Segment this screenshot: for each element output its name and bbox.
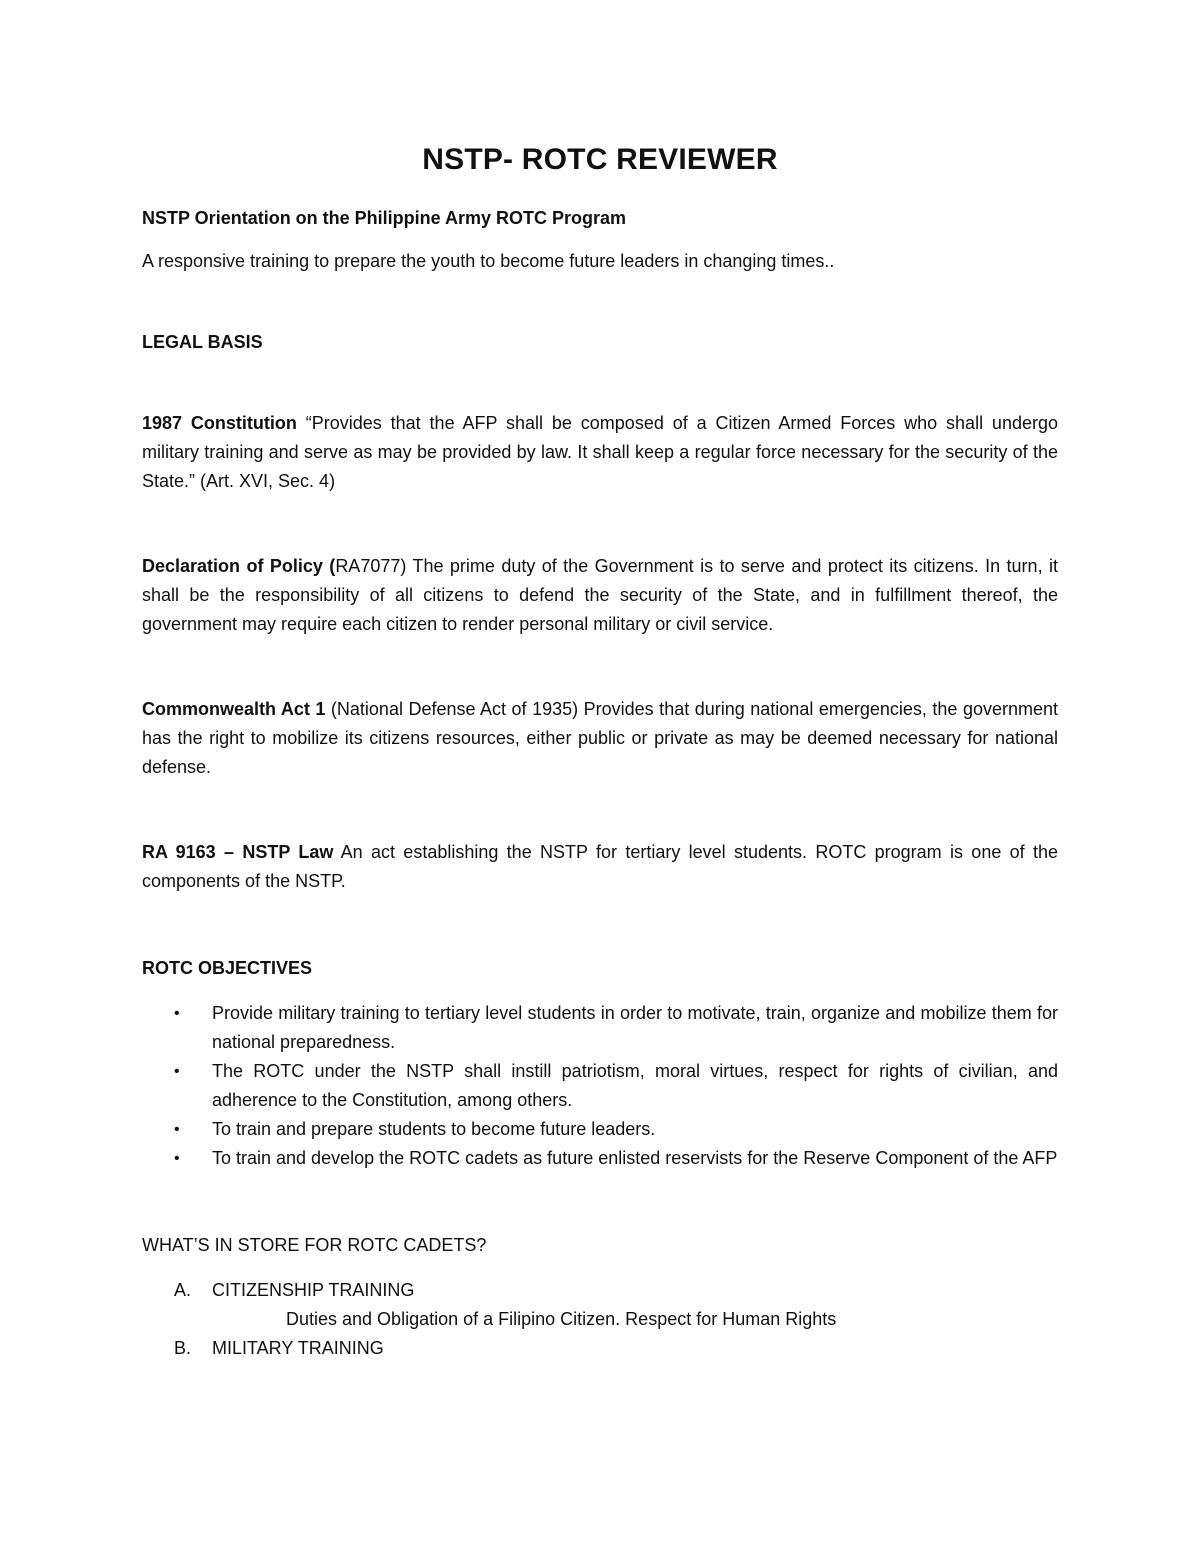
store-item-label: CITIZENSHIP TRAINING [212,1280,415,1300]
rotc-objectives-list [142,999,1058,1173]
objective-text: The ROTC under the NSTP shall instill patriotism, moral virtues, respect for rights of civilian, and adherence to the Constitution, among others. [212,1061,1058,1110]
objective-text: Provide military training to tertiary level students in order to motivate, train, organize and mobilize them for national preparedness. [212,1003,1058,1052]
store-item-detail: Duties and Obligation of a Filipino Citizen. Respect for Human Rights [286,1309,837,1329]
list-item [142,1115,1058,1144]
legal-term: Declaration of Policy [142,556,323,576]
legal-term: 1987 Constitution [142,413,297,433]
document-title: NSTP- ROTC REVIEWER [422,143,778,176]
legal-ref: RA7077) [335,556,407,576]
legal-text: Provides that during national emergencies, the government has the right to mobilize its citizens resources, either public or private as may be deemed necessary for national defense. [142,699,1059,777]
legal-basis-declaration-of-policy [142,552,1058,639]
document-body [142,140,1058,1363]
legal-term: Commonwealth Act 1 [142,699,326,719]
legal-text: “Provides that the AFP shall be composed of a Citizen Armed Forces who shall undergo military training and serve as may be provided by law. It shall keep a regular force necessary for the security of the State.” (Art. XVI, Sec. 4) [142,413,1058,491]
store-item-label: MILITARY TRAINING [212,1338,384,1358]
legal-text: The prime duty of the Government is to serve and protect its citizens. In turn, it shall be the responsibility of all citizens to defend the security of the State, and in fulfillment thereof, the government may require each citizen to render personal military or civil service. [142,556,1058,634]
bullet-icon: • [174,1005,180,1022]
document-tagline: A responsive training to prepare the youth to become future leaders in changing times.. [142,251,835,271]
list-marker: B. [174,1338,192,1358]
whats-in-store-list [142,1276,1058,1363]
list-item [142,1276,1058,1334]
legal-ref: National Defense Act of 1935) [336,699,579,719]
legal-ref-open: ( [322,556,336,576]
whats-in-store-heading: WHAT’S IN STORE FOR ROTC CADETS? [142,1235,487,1255]
list-marker: A. [174,1280,192,1300]
bullet-icon: • [174,1063,180,1080]
legal-term: RA 9163 – NSTP Law [142,842,334,862]
legal-basis-ra9163 [142,838,1058,896]
objective-text: To train and prepare students to become future leaders. [212,1119,656,1139]
objective-text: To train and develop the ROTC cadets as future enlisted reservists for the Reserve Component of the AFP [212,1148,1058,1168]
list-item [142,1057,1058,1115]
rotc-objectives-heading: ROTC OBJECTIVES [142,958,313,978]
legal-ref-open: ( [325,699,337,719]
legal-basis-commonwealth-act [142,695,1058,782]
list-item [142,999,1058,1057]
legal-basis-constitution [142,409,1058,496]
bullet-icon: • [174,1121,180,1138]
list-item [142,1334,1058,1363]
document-subtitle: NSTP Orientation on the Philippine Army ROTC Program [142,208,627,228]
bullet-icon: • [174,1150,180,1167]
legal-text: An act establishing the NSTP for tertiary level students. ROTC program is one of the components of the NSTP. [142,842,1058,891]
list-item [142,1144,1058,1173]
legal-basis-heading: LEGAL BASIS [142,332,263,352]
